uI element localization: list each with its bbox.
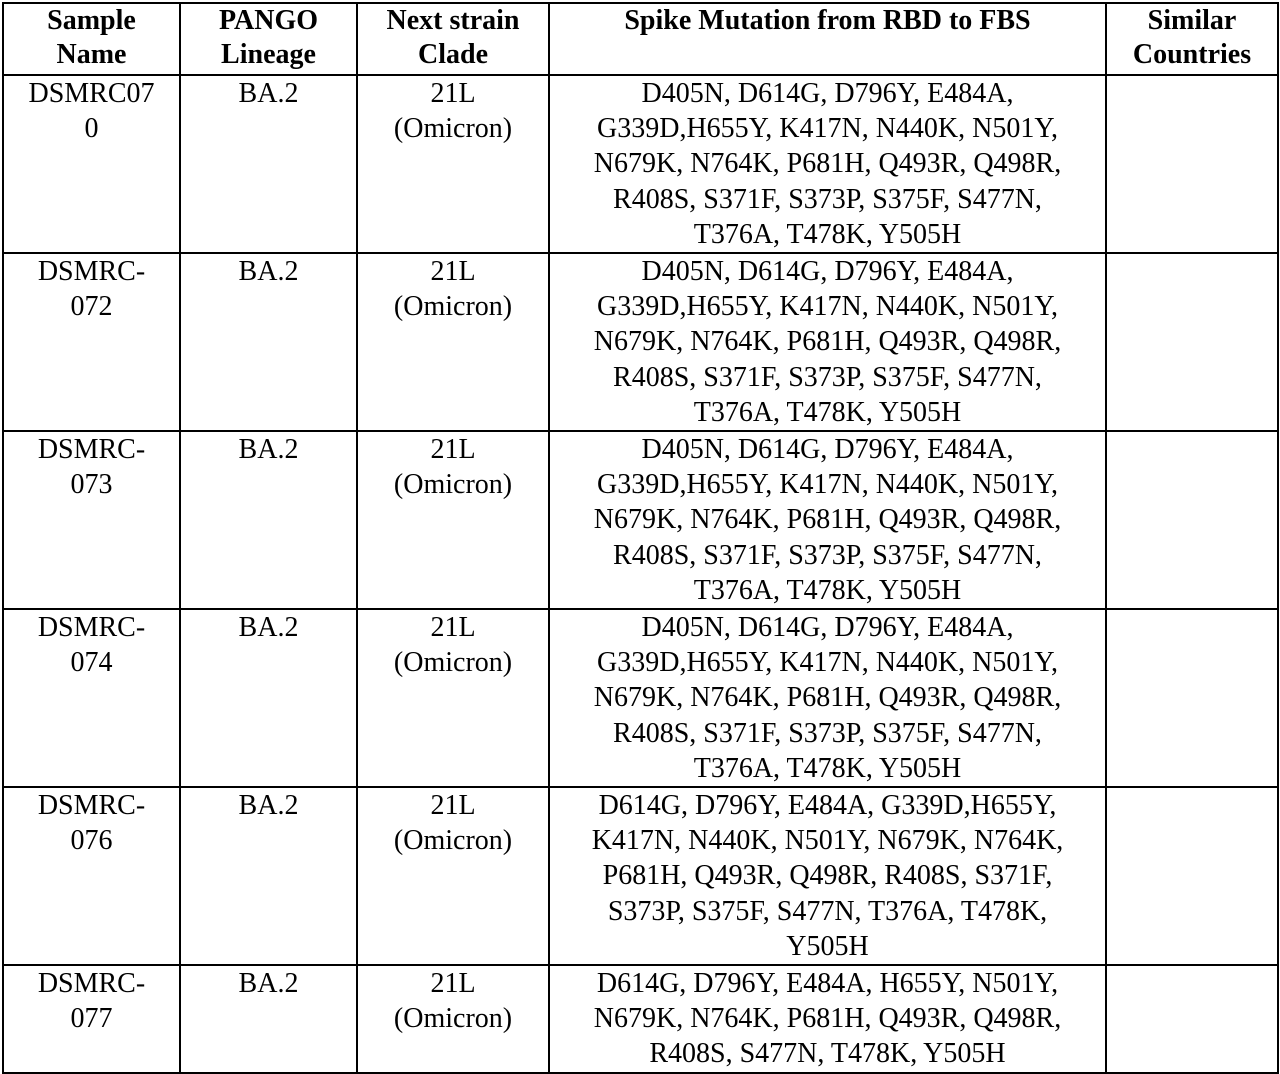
header-sample-name: Sample Name (3, 3, 180, 75)
header-similar-countries: Similar Countries (1106, 3, 1278, 75)
header-spike-mutation: Spike Mutation from RBD to FBS (549, 3, 1106, 75)
cell-countries (1106, 787, 1278, 965)
cell-clade: 21L (Omicron) (357, 965, 549, 1073)
cell-lineage: BA.2 (180, 965, 357, 1073)
cell-mutations: D614G, D796Y, E484A, G339D,H655Y, K417N, N440K, N501Y, N679K, N764K, P681H, Q493R, Q498R, R408S, S371F, S373P, S375F, S477N, T376A, T478K, Y505H (549, 787, 1106, 965)
cell-lineage: BA.2 (180, 431, 357, 609)
cell-sample-name: DSMRC- 073 (3, 431, 180, 609)
cell-mutations: D405N, D614G, D796Y, E484A, G339D,H655Y, K417N, N440K, N501Y, N679K, N764K, P681H, Q493R, Q498R, R408S, S371F, S373P, S375F, S477N, T376A, T478K, Y505H (549, 75, 1106, 253)
cell-mutations: D405N, D614G, D796Y, E484A, G339D,H655Y, K417N, N440K, N501Y, N679K, N764K, P681H, Q493R, Q498R, R408S, S371F, S373P, S375F, S477N, T376A, T478K, Y505H (549, 431, 1106, 609)
cell-mutations: D614G, D796Y, E484A, H655Y, N501Y, N679K, N764K, P681H, Q493R, Q498R, R408S, S477N, T478K, Y505H (549, 965, 1106, 1073)
table-row (3, 75, 1278, 253)
header-nextstrain-clade: Next strain Clade (357, 3, 549, 75)
cell-countries (1106, 609, 1278, 787)
cell-sample-name: DSMRC- 076 (3, 787, 180, 965)
cell-countries (1106, 75, 1278, 253)
cell-sample-name: DSMRC- 077 (3, 965, 180, 1073)
table-row (3, 609, 1278, 787)
cell-countries (1106, 965, 1278, 1073)
header-pango-lineage: PANGO Lineage (180, 3, 357, 75)
cell-countries (1106, 431, 1278, 609)
cell-lineage: BA.2 (180, 787, 357, 965)
cell-mutations: D405N, D614G, D796Y, E484A, G339D,H655Y, K417N, N440K, N501Y, N679K, N764K, P681H, Q493R, Q498R, R408S, S371F, S373P, S375F, S477N, T376A, T478K, Y505H (549, 609, 1106, 787)
cell-lineage: BA.2 (180, 253, 357, 431)
table-row (3, 965, 1278, 1073)
cell-sample-name: DSMRC- 072 (3, 253, 180, 431)
cell-clade: 21L (Omicron) (357, 787, 549, 965)
table-header-row (3, 3, 1278, 75)
cell-countries (1106, 253, 1278, 431)
cell-sample-name: DSMRC- 074 (3, 609, 180, 787)
cell-lineage: BA.2 (180, 75, 357, 253)
cell-clade: 21L (Omicron) (357, 75, 549, 253)
cell-clade: 21L (Omicron) (357, 431, 549, 609)
table-row (3, 787, 1278, 965)
cell-lineage: BA.2 (180, 609, 357, 787)
table-row (3, 253, 1278, 431)
cell-clade: 21L (Omicron) (357, 609, 549, 787)
cell-sample-name: DSMRC07 0 (3, 75, 180, 253)
cell-mutations: D405N, D614G, D796Y, E484A, G339D,H655Y, K417N, N440K, N501Y, N679K, N764K, P681H, Q493R, Q498R, R408S, S371F, S373P, S375F, S477N, T376A, T478K, Y505H (549, 253, 1106, 431)
cell-clade: 21L (Omicron) (357, 253, 549, 431)
mutation-table (2, 2, 1279, 1074)
table-row (3, 431, 1278, 609)
